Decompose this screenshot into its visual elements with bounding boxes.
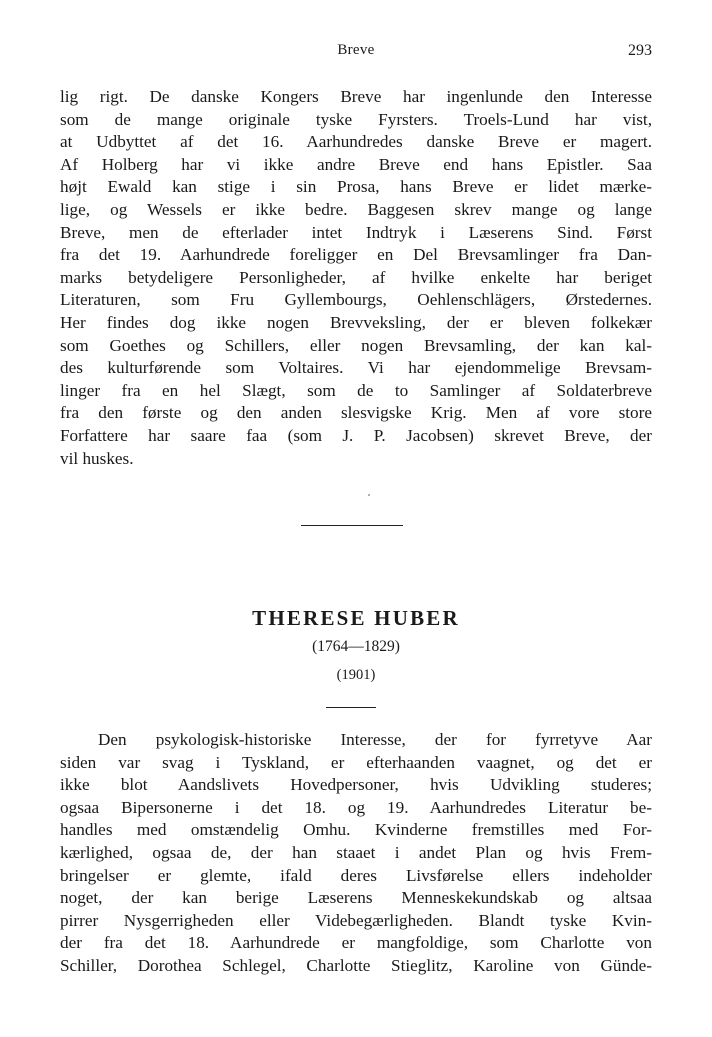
text-line: vil huskes. (60, 448, 134, 468)
text-line: bringelser er glemte, ifald deres Livsførelse ellers indeholder (60, 865, 652, 885)
text-line: fra det 19. Aarhundrede foreligger en Del Brevsamlinger fra Dan- (60, 245, 652, 265)
text-line: des kulturførende som Voltaires. Vi har ejendommelige Brevsam- (60, 358, 652, 378)
text-line: Schiller, Dorothea Schlegel, Charlotte Stieglitz, Karoline von Günde- (60, 955, 652, 975)
text-line: ikke blot Aandslivets Hovedpersoner, hvis Udvikling studeres; (60, 775, 652, 795)
chapter-years: (1764—1829) (312, 638, 400, 655)
text-line: Af Holberg har vi ikke andre Breve end hans Epistler. Saa (60, 154, 652, 174)
text-line: Literaturen, som Fru Gyllembourgs, Oehlenschlägers, Ørstedernes. (60, 290, 652, 310)
text-line: handles med omstændelig Omhu. Kvinderne fremstilles med For- (60, 820, 652, 840)
text-line: der fra det 18. Aarhundrede er mangfoldige, som Charlotte von (60, 933, 652, 953)
text-line: fra den første og den anden slesvigske Krig. Men af vore store (60, 403, 652, 423)
print-speck (368, 494, 370, 496)
text-line: lig rigt. De danske Kongers Breve har ingenlunde den Interesse (60, 87, 652, 106)
text-line: noget, der kan berige Læserens Menneskekundskab og altsaa (60, 888, 652, 908)
text-line: Breve, men de efterlader intet Indtryk i Læserens Sind. Først (60, 222, 652, 242)
body-text-section-1 (60, 86, 652, 470)
page-number: 293 (628, 42, 652, 59)
chapter-title: THERESE HUBER (252, 606, 460, 630)
text-line: højt Ewald kan stige i sin Prosa, hans Breve er lidet mærke- (60, 177, 652, 197)
text-line: pirrer Nysgerrigheden eller Videbegærligheden. Blandt tyske Kvin- (60, 910, 652, 930)
chapter-date: (1901) (336, 667, 376, 683)
text-line: Forfattere har saare faa (som J. P. Jacobsen) skrevet Breve, der (60, 425, 652, 445)
body-text-section-2 (60, 729, 652, 978)
text-line: marks betydeligere Personligheder, af hvilke enkelte har beriget (60, 267, 652, 287)
page-header (60, 42, 652, 68)
text-line: kærlighed, ogsaa de, der han staaet i andet Plan og hvis Frem- (60, 842, 652, 862)
text-line: Her findes dog ikke nogen Brevveksling, der er bleven folkekær (60, 312, 652, 332)
text-line: som de mange originale tyske Fyrsters. Troels-Lund har vist, (60, 109, 652, 129)
text-line: som Goethes og Schillers, eller nogen Brevsamling, der kan kal- (60, 335, 652, 355)
text-line: ogsaa Bipersonerne i det 18. og 19. Aarhundredes Literatur be- (60, 797, 652, 817)
title-divider (326, 707, 376, 708)
text-line: Den psykologisk-historiske Interesse, der for fyrretyve Aar (98, 730, 652, 749)
text-line: linger fra en hel Slægt, som de to Samlinger af Soldaterbreve (60, 380, 652, 400)
text-line: lige, og Wessels er ikke bedre. Baggesen skrev mange og lange (60, 199, 652, 219)
text-line: siden var svag i Tyskland, er efterhaanden vaagnet, og det er (60, 752, 652, 772)
running-title: Breve (337, 42, 375, 58)
section-divider (301, 525, 403, 526)
text-line: at Udbyttet af det 16. Aarhundredes danske Breve er magert. (60, 132, 652, 152)
